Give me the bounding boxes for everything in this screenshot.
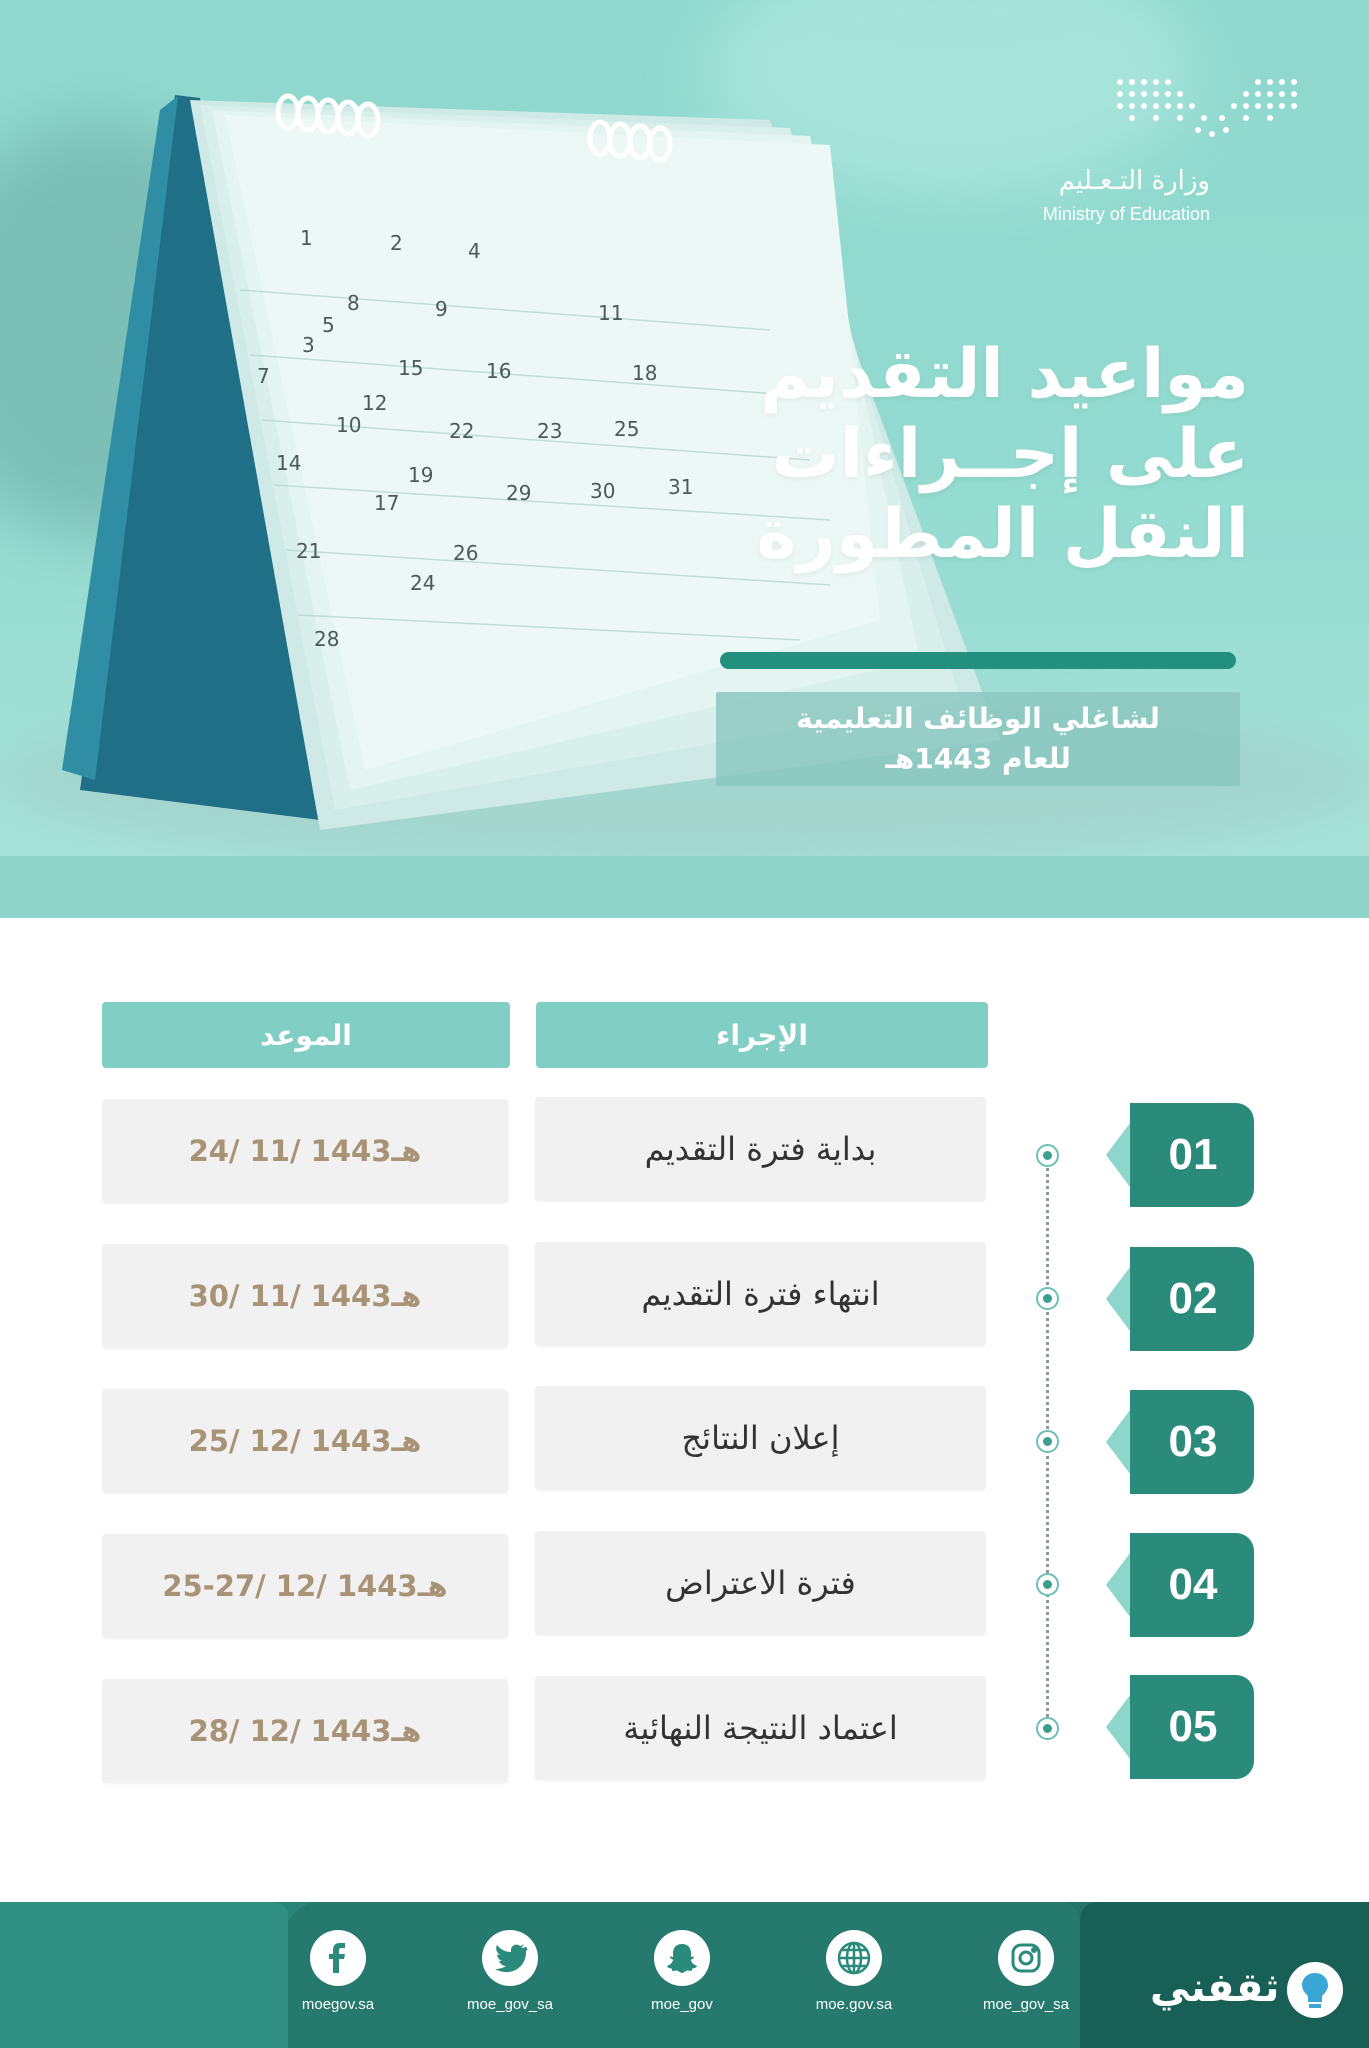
social-website[interactable] <box>784 1930 924 2013</box>
calendar-number: 15 <box>398 356 424 380</box>
social-label: moe.gov.sa <box>815 1996 893 2013</box>
subtitle-box <box>716 692 1240 786</box>
step-number: 04 <box>1168 1560 1218 1609</box>
facebook-icon[interactable] <box>310 1930 366 1986</box>
calendar-number: 3 <box>302 333 315 357</box>
step-number: 05 <box>1168 1702 1218 1751</box>
calendar-number: 17 <box>374 491 400 515</box>
title-line: على إجــراءات <box>771 415 1249 494</box>
step-badge <box>1106 1390 1254 1494</box>
step-badge <box>1106 1247 1254 1351</box>
procedure-cell: اعتماد النتيجة النهائية <box>535 1676 986 1780</box>
globe-icon[interactable] <box>826 1930 882 1986</box>
calendar-number: 10 <box>336 413 362 437</box>
social-instagram[interactable] <box>956 1930 1096 2013</box>
logo-arabic-text: وزارة التـعـليم <box>1058 166 1210 196</box>
hero-banner <box>0 0 1369 856</box>
social-snapchat[interactable] <box>612 1930 752 2013</box>
timeline-dot <box>1036 1430 1059 1453</box>
calendar-number: 14 <box>276 451 302 475</box>
calendar-number: 18 <box>632 361 658 385</box>
subtitle-line: للعام 1443هـ <box>885 742 1071 775</box>
social-label: moe_gov_sa <box>983 1996 1069 2013</box>
logo-english-text: Ministry of Education <box>1042 204 1210 224</box>
date-cell: 25/ 12/ 1443هـ <box>102 1389 508 1493</box>
calendar-number: 21 <box>296 539 322 563</box>
calendar-number: 8 <box>347 291 360 315</box>
procedure-cell: بداية فترة التقديم <box>535 1097 986 1201</box>
title-line: النقل المطورة <box>756 495 1249 574</box>
calendar-number: 23 <box>537 419 563 443</box>
calendar-number: 4 <box>468 239 481 263</box>
social-twitter[interactable] <box>440 1930 580 2013</box>
calendar-number: 19 <box>408 463 434 487</box>
calendar-number: 30 <box>590 479 616 503</box>
step-badge <box>1106 1103 1254 1207</box>
logo-dots-icon <box>1108 76 1308 140</box>
subtitle-line: لشاغلي الوظائف التعليمية <box>796 702 1160 735</box>
lightbulb-icon <box>1280 1955 1350 2025</box>
calendar-number: 11 <box>598 301 624 325</box>
calendar-number: 26 <box>453 541 479 565</box>
timeline-dot <box>1036 1144 1059 1167</box>
hero-bottom-strip <box>0 856 1369 918</box>
timeline-dot <box>1036 1573 1059 1596</box>
title-line: مواعيد التقديم <box>760 335 1249 414</box>
date-cell: 30/ 11/ 1443هـ <box>102 1244 508 1348</box>
calendar-number: 9 <box>435 297 448 321</box>
calendar-number: 16 <box>486 359 512 383</box>
header-procedure: الإجراء <box>536 1002 988 1068</box>
step-number: 01 <box>1168 1130 1218 1179</box>
title-underline <box>720 652 1236 669</box>
calendar-number: 7 <box>257 364 270 388</box>
procedure-cell: إعلان النتائج <box>535 1386 986 1490</box>
calendar-number: 2 <box>390 231 403 255</box>
twitter-icon[interactable] <box>482 1930 538 1986</box>
procedure-cell: انتهاء فترة التقديم <box>535 1242 986 1346</box>
calendar-number: 29 <box>506 481 532 505</box>
procedure-cell: فترة الاعتراض <box>535 1531 986 1635</box>
social-label: moegov.sa <box>301 1996 375 2013</box>
date-cell: 25-27/ 12/ 1443هـ <box>102 1534 508 1638</box>
page-title <box>629 335 1249 575</box>
calendar-number: 28 <box>314 627 340 651</box>
instagram-icon[interactable] <box>998 1930 1054 1986</box>
calendar-number: 5 <box>322 313 335 337</box>
step-badge <box>1106 1533 1254 1637</box>
date-cell: 24/ 11/ 1443هـ <box>102 1099 508 1203</box>
step-badge <box>1106 1675 1254 1779</box>
step-number: 03 <box>1168 1417 1218 1466</box>
ministry-logo <box>1000 76 1330 236</box>
calendar-number: 22 <box>449 419 475 443</box>
step-number: 02 <box>1168 1274 1218 1323</box>
calendar-number: 24 <box>410 571 436 595</box>
calendar-number: 1 <box>300 226 313 250</box>
social-facebook[interactable] <box>268 1930 408 2013</box>
social-label: moe_gov <box>651 1996 713 2013</box>
social-label: moe_gov_sa <box>467 1996 553 2013</box>
header-date: الموعد <box>102 1002 510 1068</box>
timeline-dot <box>1036 1287 1059 1310</box>
brand-watermark: ثقفني <box>1150 1965 1280 2011</box>
snapchat-icon[interactable] <box>654 1930 710 1986</box>
timeline-dot <box>1036 1717 1059 1740</box>
calendar-number: 31 <box>668 475 694 499</box>
date-cell: 28/ 12/ 1443هـ <box>102 1679 508 1783</box>
calendar-number: 25 <box>614 417 640 441</box>
calendar-number: 12 <box>362 391 388 415</box>
